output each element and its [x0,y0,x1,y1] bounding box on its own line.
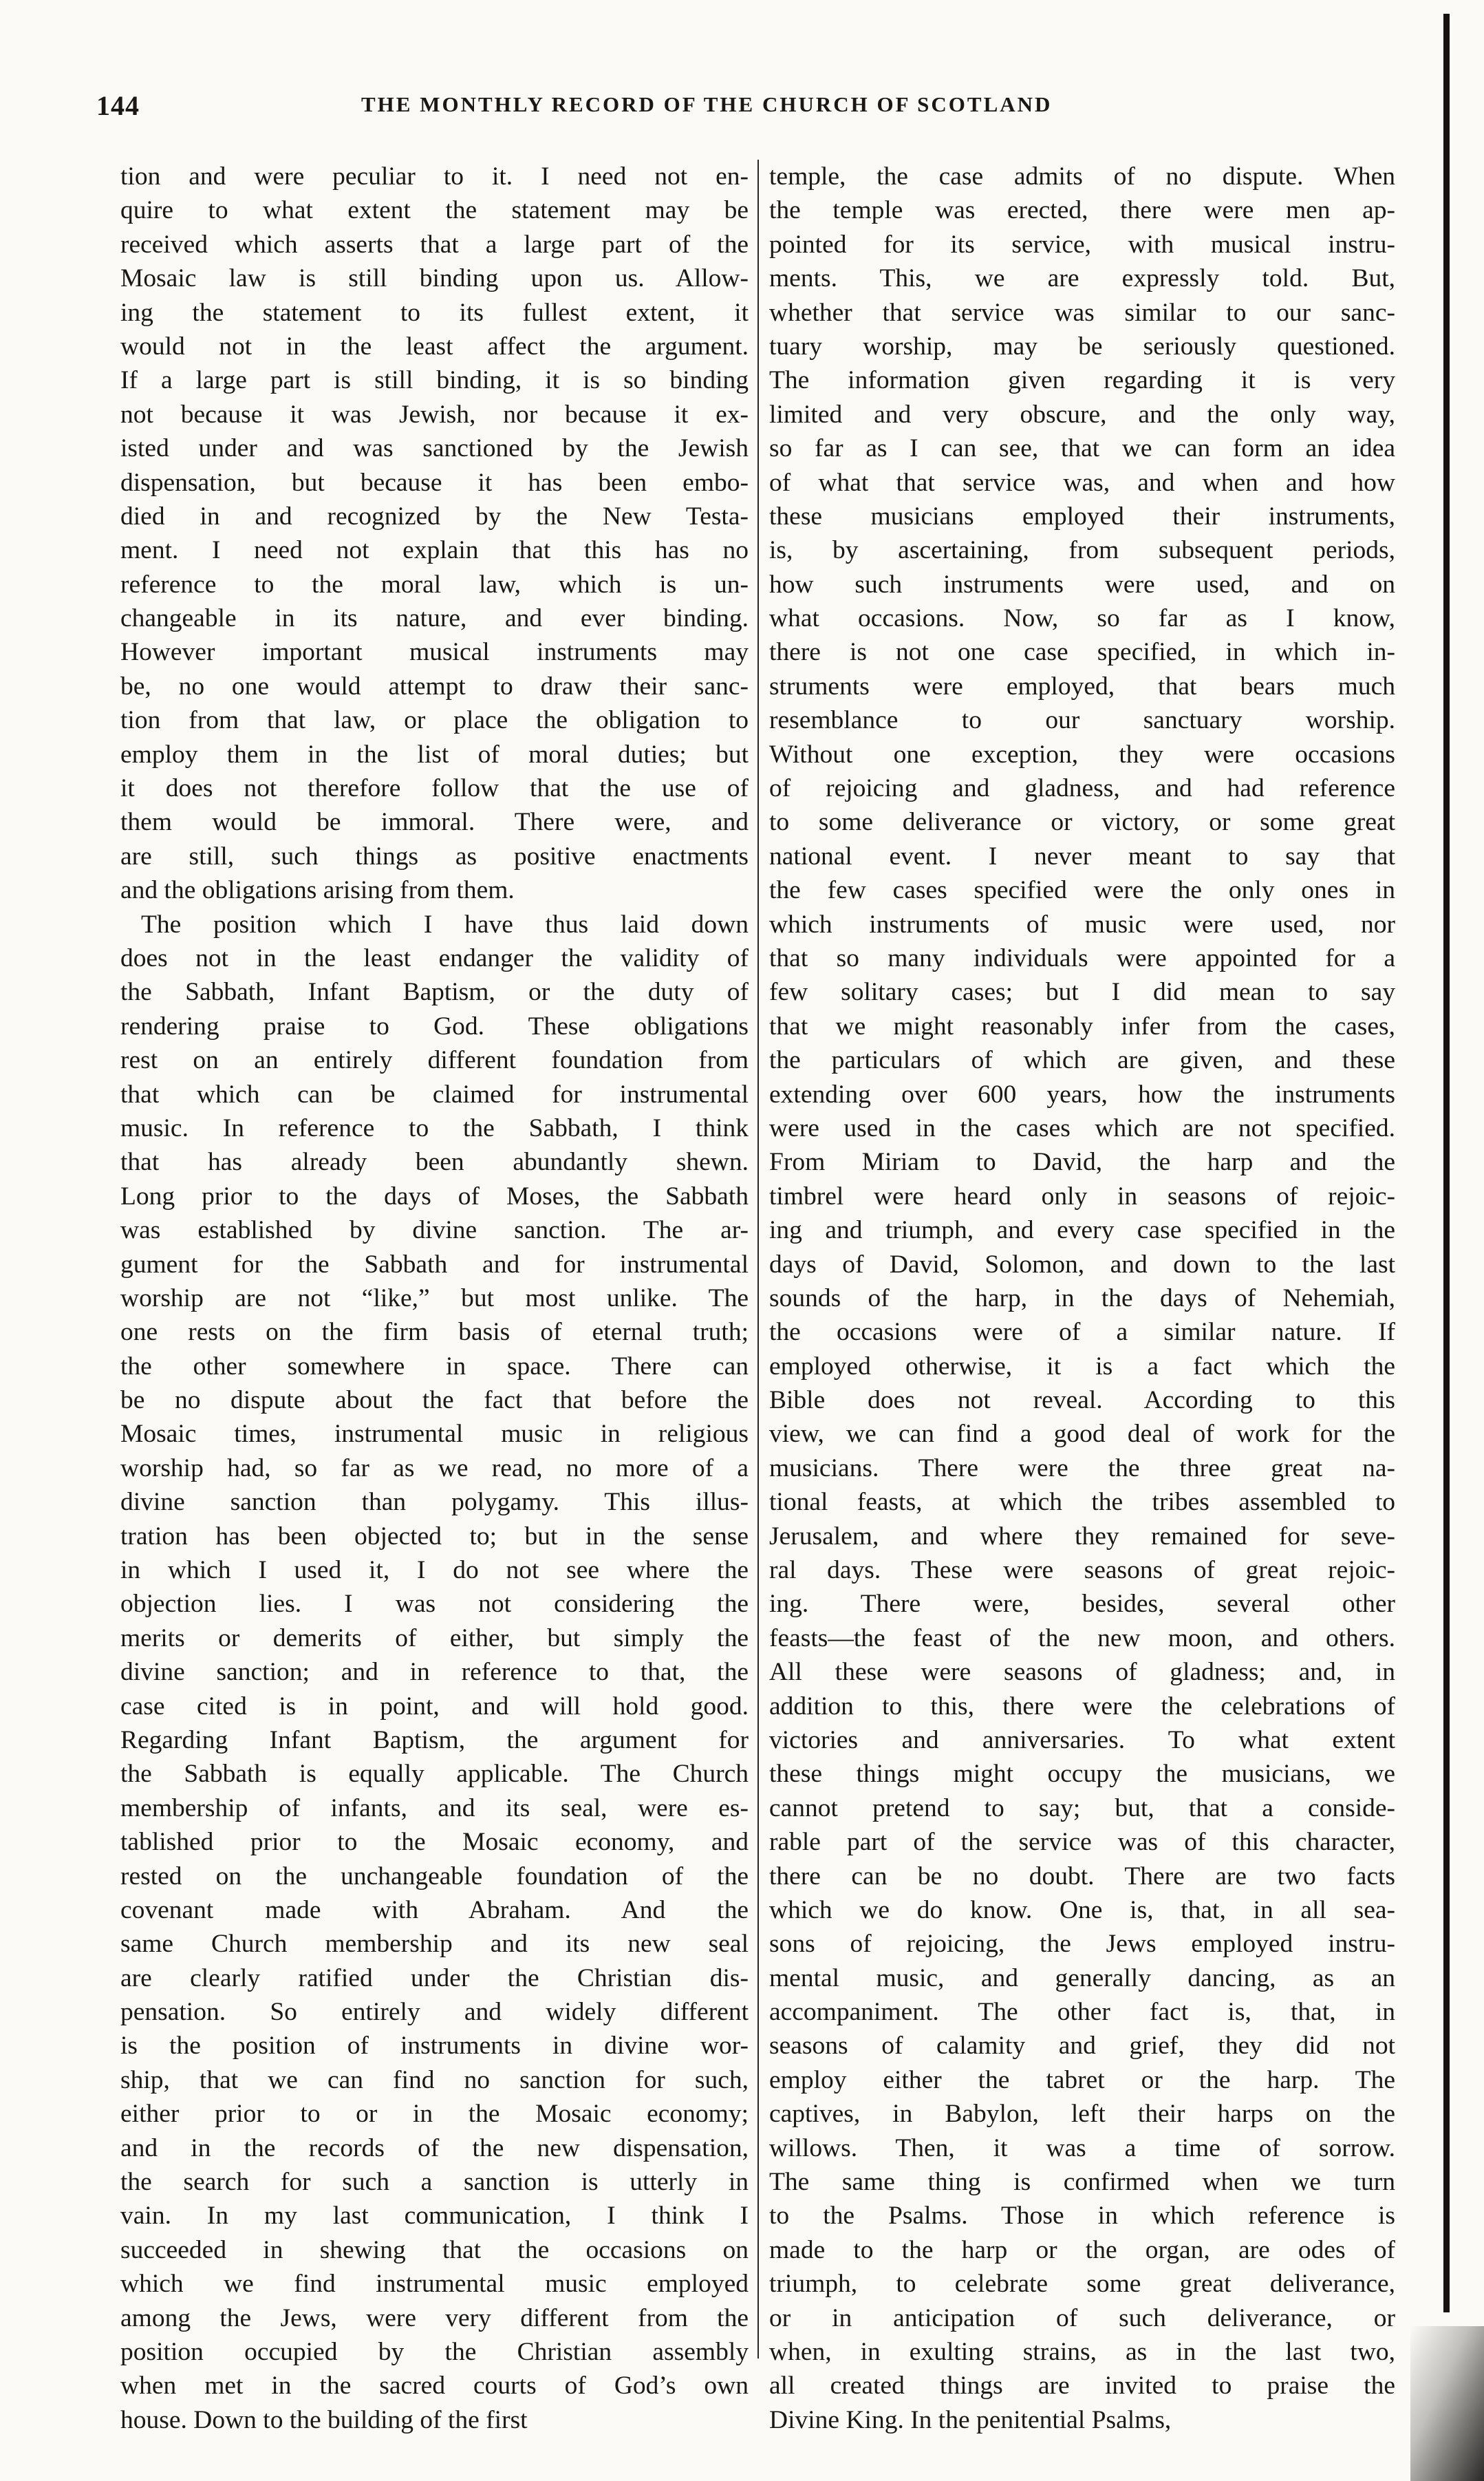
text-line: house. Down to the building of the first [120,2405,528,2434]
text-line: willows. Then, it was a time of sorrow. [769,2133,1395,2162]
text-line: were used in the cases which are not specified. [769,1114,1395,1142]
text-line: it does not therefore follow that the use of [120,774,749,803]
text-line: triumph, to celebrate some great deliverance, [769,2270,1395,2299]
text-line: temple, the case admits of no dispute. When [769,162,1395,191]
page-corner-shadow [1410,2326,1484,2481]
text-line: However important musical instruments may [120,638,749,667]
text-line: national event. I never meant to say that [769,842,1395,871]
text-line: The same thing is confirmed when we turn [769,2168,1395,2197]
text-line: the temple was erected, there were men ap- [769,196,1395,225]
text-line: view, we can find a good deal of work for the [769,1420,1395,1449]
text-line: days of David, Solomon, and down to the last [769,1250,1395,1279]
text-line: tion from that law, or place the obligation to [120,706,749,735]
text-line: which instruments of music were used, nor [769,910,1395,939]
text-line: either prior to or in the Mosaic economy; [120,2100,749,2129]
text-line: so far as I can see, that we can form an idea [769,434,1395,463]
text-line: If a large part is still binding, it is so binding [120,366,749,395]
text-line: struments were employed, that bears much [769,672,1395,701]
text-line: captives, in Babylon, left their harps on the [769,2100,1395,2129]
text-line: rable part of the service was of this character, [769,1828,1395,1857]
text-line: the search for such a sanction is utterly in [120,2168,749,2197]
text-line: not because it was Jewish, nor because it ex- [120,400,749,429]
text-line: employed otherwise, it is a fact which the [769,1352,1395,1381]
text-line: be no dispute about the fact that before the [120,1386,749,1415]
text-line: membership of infants, and its seal, were es- [120,1793,749,1822]
text-line: All these were seasons of gladness; and, in [769,1658,1395,1687]
text-line: limited and very obscure, and the only way, [769,400,1395,429]
text-line: vain. In my last communication, I think I [120,2202,749,2230]
left-text-column [120,160,749,2434]
text-line: music. In reference to the Sabbath, I think [120,1114,749,1142]
text-line: quire to what extent the statement may be [120,196,749,225]
text-line: of what that service was, and when and how [769,468,1395,497]
text-line: that so many individuals were appointed for a [769,944,1395,972]
text-line: same Church membership and its new seal [120,1930,749,1959]
text-line: died in and recognized by the New Testa- [120,502,749,531]
text-line: made to the harp or the organ, are odes of [769,2235,1395,2264]
right-text-column [769,160,1395,2434]
text-line: Without one exception, they were occasions [769,740,1395,769]
text-line: ments. This, we are expressly told. But, [769,264,1395,293]
text-line: and in the records of the new dispensation, [120,2133,749,2162]
text-line: worship are not “like,” but most unlike. The [120,1284,749,1312]
text-line: mental music, and generally dancing, as an [769,1963,1395,1992]
text-line: rest on an entirely different foundation from [120,1046,749,1075]
text-line: rendering praise to God. These obligations [120,1012,749,1041]
text-line: ing the statement to its fullest extent, it [120,298,749,327]
text-line: accompaniment. The other fact is, that, in [769,1998,1395,2027]
text-line: employ either the tabret or the harp. The [769,2065,1395,2094]
text-line: rested on the unchangeable foundation of the [120,1862,749,1891]
text-line: was established by divine sanction. The ar- [120,1216,749,1245]
text-line: these things might occupy the musicians, we [769,1760,1395,1789]
text-line: ing and triumph, and every case specified in the [769,1216,1395,1245]
text-line: merits or demerits of either, but simply the [120,1623,749,1652]
text-line: ral days. These were seasons of great rejoic- [769,1556,1395,1585]
text-line: would not in the least affect the argument. [120,332,749,361]
text-line: the Sabbath is equally applicable. The Church [120,1760,749,1789]
text-line: tuary worship, may be seriously questioned. [769,332,1395,361]
text-line: From Miriam to David, the harp and the [769,1148,1395,1177]
text-line: The information given regarding it is very [769,366,1395,395]
text-line: worship had, so far as we read, no more of a [120,1454,749,1482]
text-line: reference to the moral law, which is un- [120,570,749,599]
column-divider [757,160,759,2358]
text-line: musicians. There were the three great na- [769,1454,1395,1482]
text-line: them would be immoral. There were, and [120,808,749,837]
text-line: Jerusalem, and where they remained for seve- [769,1522,1395,1551]
text-line: these musicians employed their instruments, [769,502,1395,531]
text-line: Mosaic law is still binding upon us. Allow- [120,264,749,293]
text-line: gument for the Sabbath and for instrumental [120,1250,749,1279]
text-line: how such instruments were used, and on [769,570,1395,599]
text-line: in which I used it, I do not see where the [120,1556,749,1585]
text-line: whether that service was similar to our sanc- [769,298,1395,327]
page-number: 144 [96,90,140,121]
text-line: tablished prior to the Mosaic economy, and [120,1828,749,1857]
text-line: all created things are invited to praise the [769,2372,1395,2400]
text-line: to the Psalms. Those in which reference is [769,2202,1395,2230]
text-line: Bible does not reveal. According to this [769,1386,1395,1415]
text-line: Long prior to the days of Moses, the Sabbath [120,1182,749,1211]
text-line: of rejoicing and gladness, and had reference [769,774,1395,803]
text-line: when met in the sacred courts of God’s own [120,2372,749,2400]
text-line: Divine King. In the penitential Psalms, [769,2405,1172,2434]
text-line: covenant made with Abraham. And the [120,1895,749,1924]
text-line: pointed for its service, with musical instru- [769,230,1395,259]
text-line: ing. There were, besides, several other [769,1590,1395,1619]
text-line: there is not one case specified, in which in- [769,638,1395,667]
text-line: the other somewhere in space. There can [120,1352,749,1381]
text-line: is, by ascertaining, from subsequent periods, [769,536,1395,565]
text-line: which we find instrumental music employed [120,2270,749,2299]
page-edge-rule [1443,14,1450,2312]
text-line: succeeded in shewing that the occasions on [120,2235,749,2264]
running-title: THE MONTHLY RECORD OF THE CHURCH OF SCOTLAND [361,92,1053,116]
text-line: among the Jews, were very different from the [120,2303,749,2332]
text-line: ment. I need not explain that this has no [120,536,749,565]
text-line: employ them in the list of moral duties; but [120,740,749,769]
text-line: there can be no doubt. There are two facts [769,1862,1395,1891]
text-line: Mosaic times, instrumental music in religious [120,1420,749,1449]
text-line: that has already been abundantly shewn. [120,1148,749,1177]
text-line: that which can be claimed for instrumental [120,1080,749,1109]
text-line: resemblance to our sanctuary worship. [769,706,1395,735]
text-line: position occupied by the Christian assembly [120,2338,749,2366]
text-line: The position which I have thus laid down [141,910,749,939]
text-line: when, in exulting strains, as in the last two, [769,2338,1395,2366]
text-line: are clearly ratified under the Christian dis- [120,1963,749,1992]
text-line: tion and were peculiar to it. I need not en- [120,162,749,191]
text-line: tional feasts, at which the tribes assembled to [769,1488,1395,1517]
text-line: is the position of instruments in divine wor- [120,2032,749,2061]
text-line: divine sanction; and in reference to that, the [120,1658,749,1687]
text-line: feasts—the feast of the new moon, and others. [769,1623,1395,1652]
text-line: few solitary cases; but I did mean to say [769,978,1395,1007]
text-line: divine sanction than polygamy. This illus- [120,1488,749,1517]
text-line: extending over 600 years, how the instruments [769,1080,1395,1109]
text-line: the Sabbath, Infant Baptism, or the duty of [120,978,749,1007]
text-line: tration has been objected to; but in the sense [120,1522,749,1551]
text-line: ship, that we can find no sanction for such, [120,2065,749,2094]
text-line: pensation. So entirely and widely different [120,1998,749,2027]
text-line: dispensation, but because it has been embo- [120,468,749,497]
text-line: changeable in its nature, and ever binding. [120,604,749,633]
text-line: what occasions. Now, so far as I know, [769,604,1395,633]
text-line: which we do know. One is, that, in all sea- [769,1895,1395,1924]
text-line: Regarding Infant Baptism, the argument for [120,1725,749,1754]
text-line: and the obligations arising from them. [120,876,515,905]
text-line: the few cases specified were the only ones in [769,876,1395,905]
text-line: does not in the least endanger the validity of [120,944,749,972]
text-line: to some deliverance or victory, or some great [769,808,1395,837]
text-line: seasons of calamity and grief, they did not [769,2032,1395,2061]
text-line: the particulars of which are given, and these [769,1046,1395,1075]
text-line: cannot pretend to say; but, that a conside- [769,1793,1395,1822]
text-line: sons of rejoicing, the Jews employed instru- [769,1930,1395,1959]
text-line: case cited is in point, and will hold good. [120,1692,749,1721]
text-line: that we might reasonably infer from the cases, [769,1012,1395,1041]
text-line: timbrel were heard only in seasons of rejoic- [769,1182,1395,1211]
text-line: addition to this, there were the celebrations of [769,1692,1395,1721]
text-line: one rests on the firm basis of eternal truth; [120,1318,749,1347]
text-line: sounds of the harp, in the days of Nehemiah, [769,1284,1395,1312]
text-line: are still, such things as positive enactments [120,842,749,871]
text-line: received which asserts that a large part of the [120,230,749,259]
page-header [96,89,1404,131]
text-line: the occasions were of a similar nature. If [769,1318,1395,1347]
text-line: or in anticipation of such deliverance, or [769,2303,1395,2332]
text-line: isted under and was sanctioned by the Jewish [120,434,749,463]
text-line: be, no one would attempt to draw their sanc- [120,672,749,701]
text-line: objection lies. I was not considering the [120,1590,749,1619]
text-line: victories and anniversaries. To what extent [769,1725,1395,1754]
